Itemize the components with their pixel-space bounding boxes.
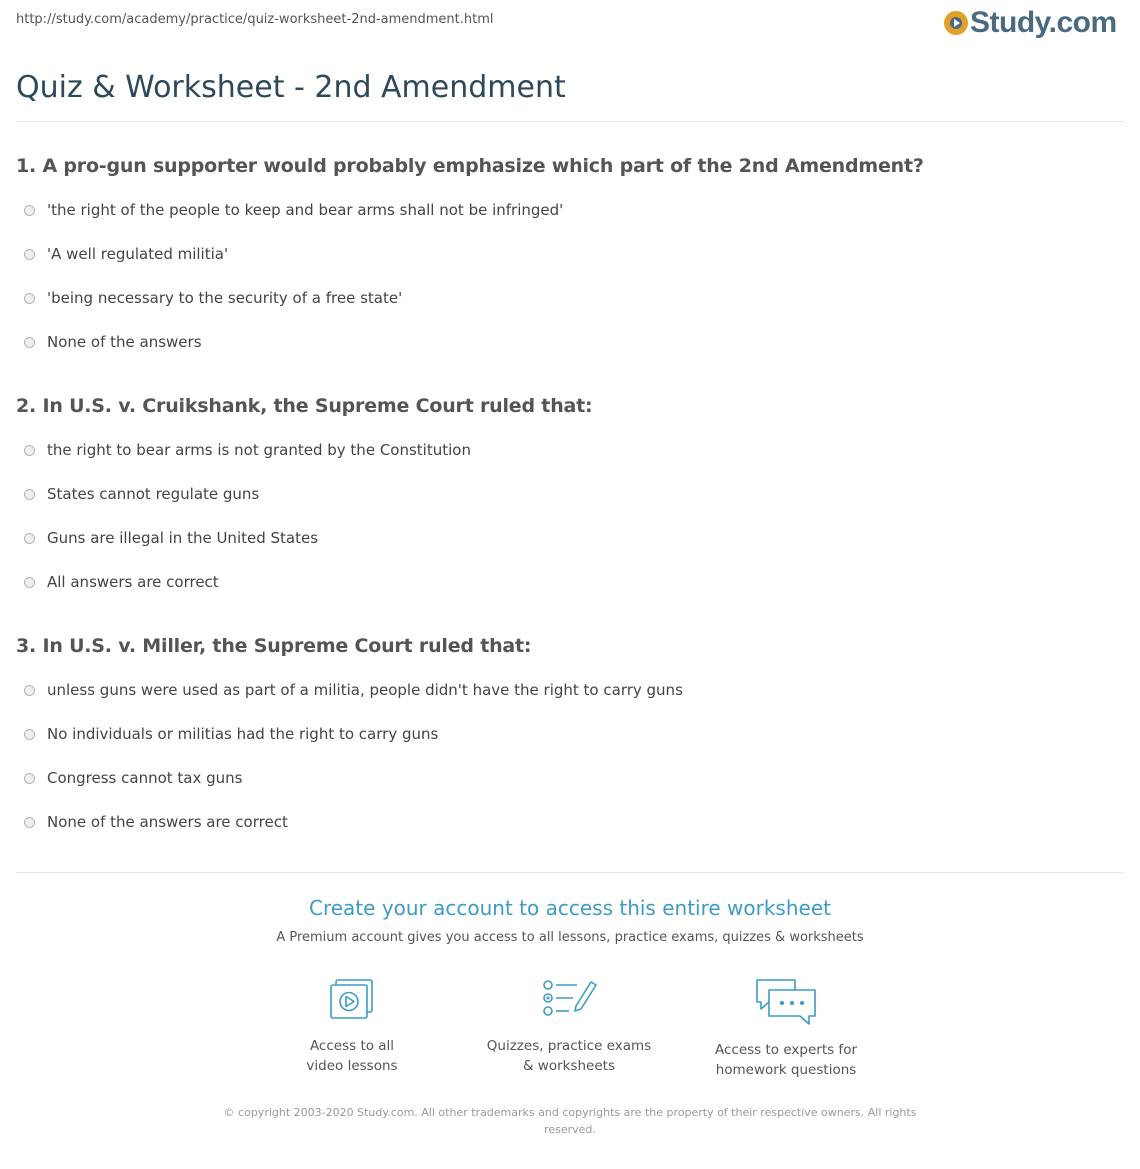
radio-button[interactable] — [24, 685, 35, 696]
answer-option[interactable] — [24, 440, 471, 460]
answer-option[interactable] — [24, 572, 219, 592]
play-logo-icon — [944, 11, 968, 35]
question-1 — [16, 155, 1124, 355]
cta-title-link[interactable]: Create your account to access this entire worksheet — [309, 896, 831, 920]
radio-button[interactable] — [24, 337, 35, 348]
title-divider — [16, 121, 1124, 122]
radio-button[interactable] — [24, 577, 35, 588]
page-url: http://study.com/academy/practice/quiz-worksheet-2nd-amendment.html — [16, 12, 494, 27]
answer-label: Congress cannot tax guns — [47, 769, 243, 787]
cta-subtitle: A Premium account gives you access to all lessons, practice exams, quizzes & worksheets — [276, 930, 864, 945]
radio-button[interactable] — [24, 445, 35, 456]
answer-option[interactable] — [24, 288, 402, 308]
radio-button[interactable] — [24, 817, 35, 828]
quiz-checklist-icon — [539, 976, 599, 1024]
copyright-footer: © copyright 2003-2020 Study.com. All other trademarks and copyrights are the property of their respective owners. All rights reserved. — [223, 1106, 917, 1136]
question-text: 1. A pro-gun supporter would probably emphasize which part of the 2nd Amendment? — [16, 155, 924, 177]
feature-video-lessons — [242, 976, 462, 1076]
question-text: 3. In U.S. v. Miller, the Supreme Court ruled that: — [16, 635, 532, 657]
answer-option[interactable] — [24, 528, 318, 548]
answer-label: unless guns were used as part of a militia, people didn't have the right to carry guns — [47, 681, 683, 699]
radio-button[interactable] — [24, 533, 35, 544]
feature-label: Quizzes, practice exams & worksheets — [486, 1038, 652, 1074]
answer-label: 'A well regulated militia' — [47, 245, 229, 263]
radio-button[interactable] — [24, 249, 35, 260]
feature-quizzes — [459, 976, 679, 1076]
answer-label: No individuals or militias had the right to carry guns — [47, 725, 439, 743]
radio-button[interactable] — [24, 205, 35, 216]
radio-button[interactable] — [24, 773, 35, 784]
study-logo[interactable] — [944, 6, 1117, 40]
answer-option[interactable] — [24, 332, 202, 352]
section-divider — [16, 872, 1124, 873]
answer-label: 'the right of the people to keep and bear arms shall not be infringed' — [47, 201, 564, 219]
question-3 — [16, 635, 1124, 835]
answer-option[interactable] — [24, 812, 288, 832]
question-2 — [16, 395, 1124, 595]
answer-option[interactable] — [24, 484, 259, 504]
radio-button[interactable] — [24, 489, 35, 500]
answer-label: Guns are illegal in the United States — [47, 529, 319, 547]
answer-label: None of the answers are correct — [47, 813, 288, 831]
radio-button[interactable] — [24, 293, 35, 304]
logo-text: Study.com — [970, 6, 1117, 39]
answer-option[interactable] — [24, 244, 228, 264]
radio-button[interactable] — [24, 729, 35, 740]
page-title: Quiz & Worksheet - 2nd Amendment — [16, 70, 566, 105]
cta-title[interactable] — [0, 896, 1140, 920]
answer-label: 'being necessary to the security of a free state' — [47, 289, 403, 307]
chat-bubbles-icon — [753, 976, 819, 1028]
answer-option[interactable] — [24, 200, 563, 220]
answer-label: the right to bear arms is not granted by the Constitution — [47, 441, 471, 459]
feature-label: Access to experts for homework questions — [714, 1042, 857, 1078]
video-lessons-icon — [322, 976, 382, 1024]
answer-label: States cannot regulate guns — [47, 485, 260, 503]
answer-label: All answers are correct — [47, 573, 219, 591]
answer-option[interactable] — [24, 724, 438, 744]
question-text: 2. In U.S. v. Cruikshank, the Supreme Court ruled that: — [16, 395, 593, 417]
feature-experts — [676, 976, 896, 1080]
answer-option[interactable] — [24, 680, 683, 700]
answer-label: None of the answers — [47, 333, 202, 351]
feature-label: Access to all video lessons — [306, 1038, 398, 1074]
answer-option[interactable] — [24, 768, 243, 788]
